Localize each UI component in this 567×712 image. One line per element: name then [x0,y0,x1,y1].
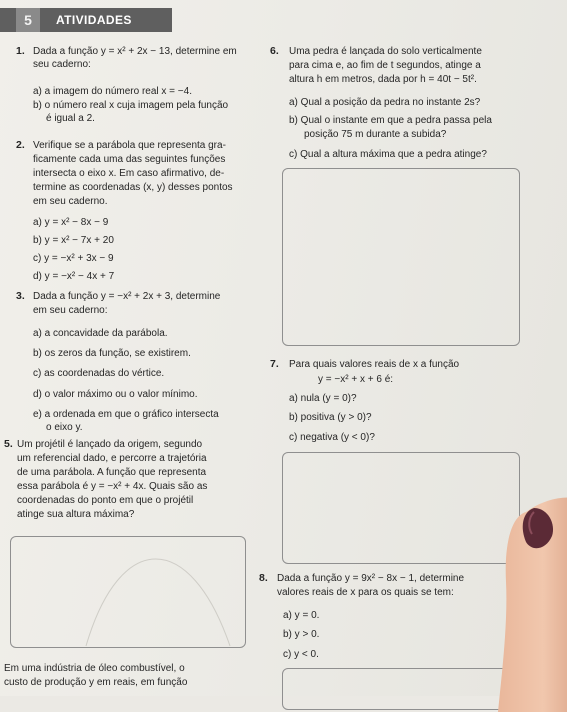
q7-item-a: a) nula (y = 0)? [289,393,357,404]
q3-number: 3. [16,290,25,302]
q3-item-e-cont: o eixo y. [46,422,83,433]
q2-line1: Verifique se a parábola que representa gra- [33,140,226,151]
q7-item-c: c) negativa (y < 0)? [289,432,375,443]
q1-line2: seu caderno: [33,59,91,70]
q6-item-b-cont: posição 75 m durante a subida? [304,129,447,140]
q2-item: d) y = −x² − 4x + 7 [33,271,115,282]
q1-number: 1. [16,45,25,57]
q3-item: a) a concavidade da parábola. [33,328,168,339]
section-header [0,0,567,38]
q2-line4: termine as coordenadas (x, y) desses pontos [33,182,233,193]
q3-item: b) os zeros da função, se existirem. [33,348,191,359]
q1-item-a: a) a imagem do número real x = −4. [33,86,192,97]
q5-line3: de uma parábola. A função que representa [17,467,207,478]
q3-line1: Dada a função y = −x² + 2x + 3, determine [33,291,221,302]
q8-line1: Dada a função y = 9x² − 8x − 1, determine [277,573,465,584]
finger [468,472,567,712]
q3-item: d) o valor máximo ou o valor mínimo. [33,389,198,400]
q6-line3: altura h em metros, dada por h = 40t − 5t². [289,74,477,85]
faint-parabola-sketch [80,550,240,650]
q2-line3: intersecta o eixo x. Em caso afirmativo, de- [33,168,225,179]
q7-line1: Para quais valores reais de x a função [289,359,460,370]
q3-line2: em seu caderno: [33,305,108,316]
q8-item-c: c) y < 0. [283,649,319,660]
q5-line6: atinge sua altura máxima? [17,509,135,520]
q5-number: 5. [4,438,13,450]
q8-item-a: a) y = 0. [283,610,320,621]
q6-line2: para cima e, ao fim de t segundos, atinge a [289,60,481,71]
bottom-line2: custo de produção y em reais, em função [4,677,188,688]
q2-item: c) y = −x² + 3x − 9 [33,253,114,264]
q6-item-c: c) Qual a altura máxima que a pedra atinge? [289,149,487,160]
q6-item-a: a) Qual a posição da pedra no instante 2s? [289,97,481,108]
q5-line4: essa parábola é y = −x² + 4x. Quais são as [17,481,208,492]
q5-line5: coordenadas do ponto em que o projétil [17,495,194,506]
q2-line5: em seu caderno. [33,196,108,207]
q2-item: b) y = x² − 7x + 20 [33,235,114,246]
q8-line2: valores reais de x para os quais se tem: [277,587,454,598]
q6-line1: Uma pedra é lançada do solo verticalmente [289,46,482,57]
q8-number: 8. [259,572,268,584]
q6-item-b: b) Qual o instante em que a pedra passa pela [289,115,492,126]
q1-line1: Dada a função y = x² + 2x − 13, determine em [33,46,237,57]
q1-item-b-cont: é igual a 2. [46,113,95,124]
q3-item: e) a ordenada em que o gráfico intersecta [33,409,219,420]
q2-line2: ficamente cada uma das seguintes funções [33,154,226,165]
q2-number: 2. [16,139,25,151]
q7-item-b: b) positiva (y > 0)? [289,412,372,423]
header-badge: 5 [16,8,40,32]
bottom-line1: Em uma indústria de óleo combustível, o [4,663,185,674]
answer-box [282,168,520,346]
q6-number: 6. [270,45,279,57]
q5-line2: um referencial dado, e percorre a trajetória [17,453,207,464]
q2-item: a) y = x² − 8x − 9 [33,217,109,228]
q7-line2: y = −x² + x + 6 é: [318,374,394,385]
q1-item-b: b) o número real x cuja imagem pela função [33,100,229,111]
q8-item-b: b) y > 0. [283,629,320,640]
section-title: ATIVIDADES [56,13,132,27]
q3-item: c) as coordenadas do vértice. [33,368,165,379]
q5-line1: Um projétil é lançado da origem, segundo [17,439,203,450]
q7-number: 7. [270,358,279,370]
